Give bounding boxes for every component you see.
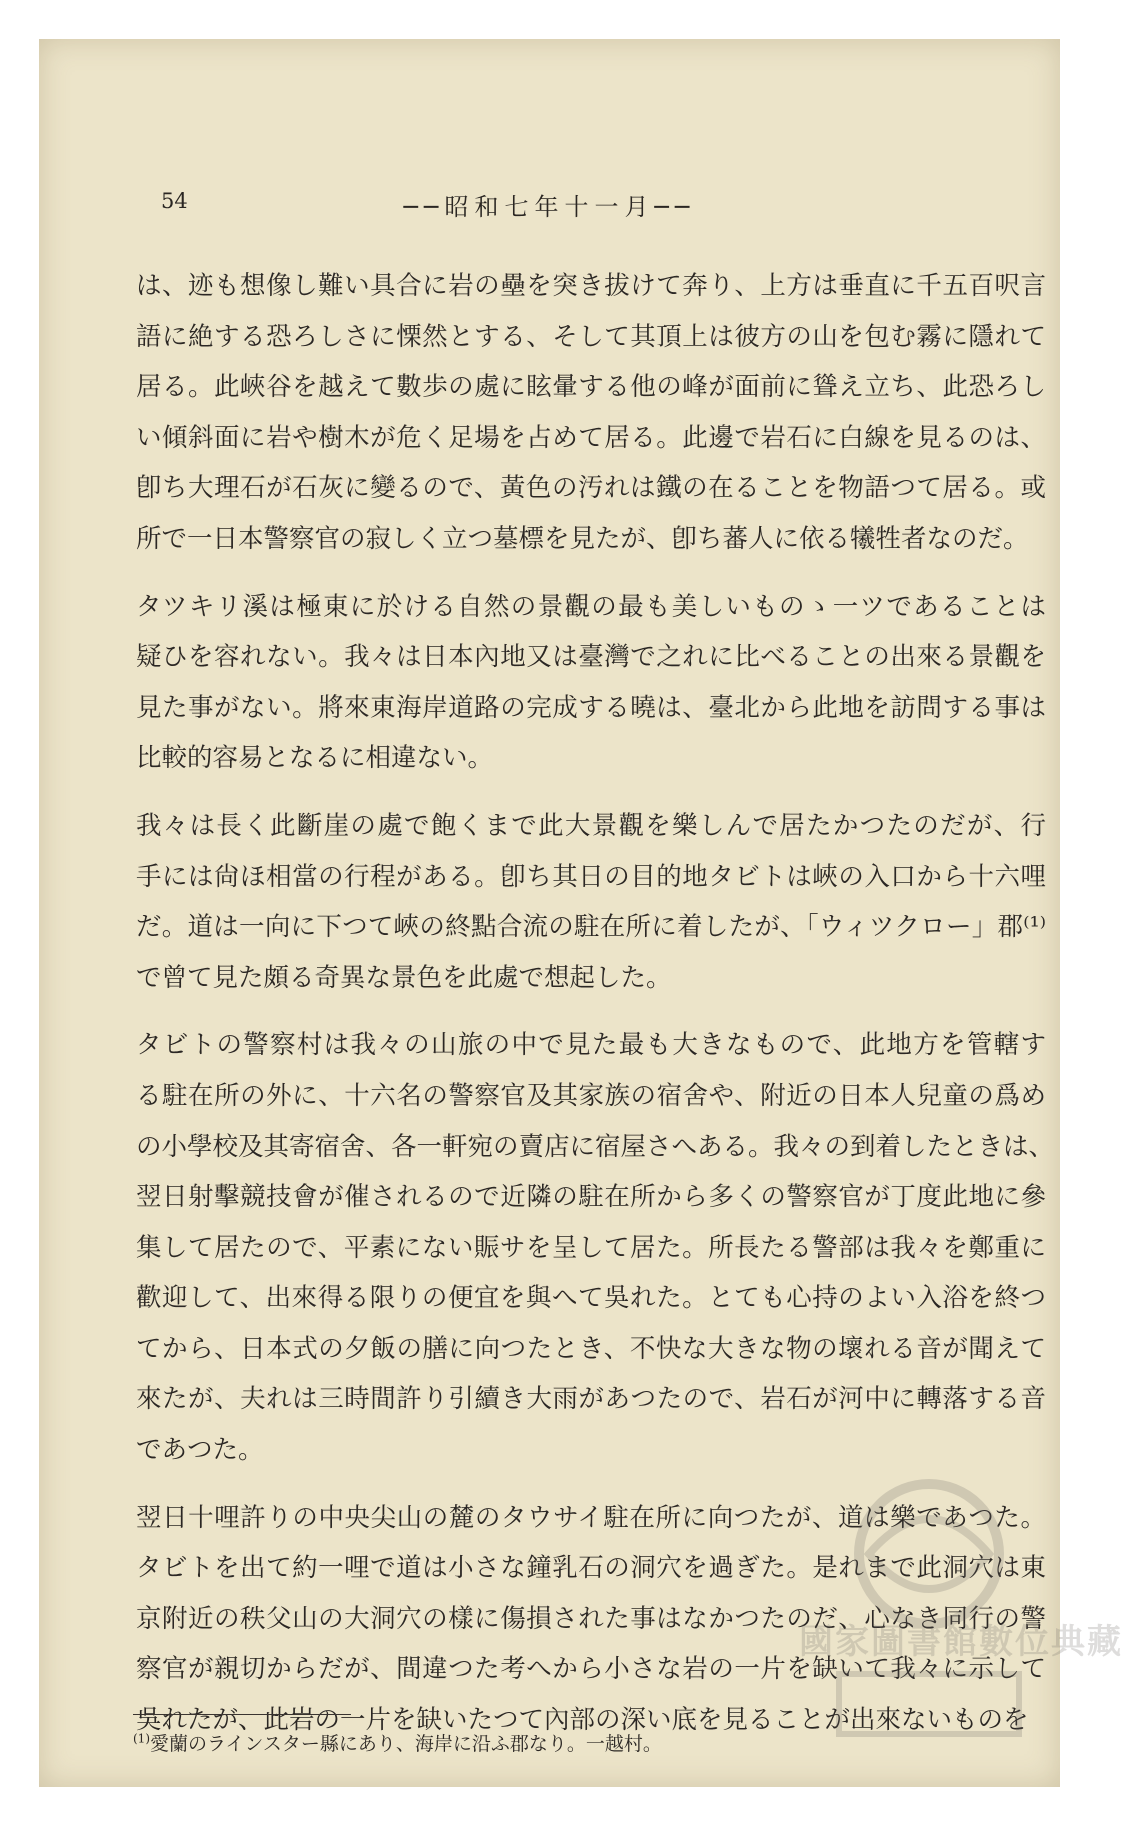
text-line: 翌日射擊競技會が催されるので近隣の駐在所から多くの警察官が丁度此地に參 (136, 1182, 1046, 1213)
text-line: だ。道は一向に下つて峽の終點合流の駐在所に着したが、「ウィツクロー」郡⁽¹⁾ (136, 912, 1046, 943)
text-line: 翌日十哩許りの中央尖山の麓のタウサイ駐在所に向つたが、道は樂であつた。 (136, 1502, 1046, 1533)
text-line: 歡迎して、出來得る限りの便宜を與へて吳れた。とても心持のよい入浴を終つ (136, 1283, 1046, 1314)
text-line: で曾て見た頗る奇異な景色を此處で想起した。 (136, 962, 672, 993)
paragraph (136, 582, 1046, 784)
paragraph (136, 1020, 1055, 1475)
text-line: 卽ち大理石が石灰に變るので、黃色の汚れは鐵の在ることを物語つて居る。或 (136, 473, 1046, 504)
text-line: てから、日本式の夕飯の膳に向つたとき、不快な大きな物の壞れる音が聞えて (136, 1333, 1046, 1364)
page-header (39, 189, 1060, 229)
footnote (133, 1729, 1033, 1756)
text-line: 吳れたが、此岩の一片を缺いたつて內部の深い底を見ることが出來ないものを (136, 1705, 1029, 1736)
text-line: 來たが、夫れは三時間許り引續き大雨があつたので、岩石が河中に轉落する音 (136, 1384, 1046, 1415)
body-text (136, 261, 1055, 1746)
text-line: 我々は長く此斷崖の處で飽くまで此大景觀を樂しんで居たかつたのだが、行 (136, 810, 1046, 841)
text-line: 手には尙ほ相當の行程がある。卽ち其日の目的地タビトは峽の入口から十六哩 (136, 861, 1046, 892)
text-line: であつた。 (136, 1435, 264, 1466)
paragraph-gap (136, 1003, 1046, 1020)
footnote-marker: (1) (133, 1731, 150, 1746)
text-line: の小學校及其寄宿舍、各一軒宛の賣店に宿屋さへある。我々の到着したときは、 (136, 1131, 1055, 1162)
scanned-page (39, 39, 1123, 1787)
watermark-text: 國家圖書館數位典藏 (799, 1622, 1123, 1662)
text-line: タビトの警察村は我々の山旅の中で見た最も大きなもので、此地方を管轄す (136, 1030, 1046, 1061)
text-line: タビトを出て約一哩で道は小さな鐘乳石の洞穴を過ぎた。是れまで此洞穴は東 (136, 1553, 1046, 1584)
footnote-rule (133, 1714, 351, 1715)
text-line: 語に絶する恐ろしさに慄然とする、そして其頂上は彼方の山を包む霧に隱れて (136, 321, 1046, 352)
text-line: る駐在所の外に、十六名の警察官及其家族の宿舍や、附近の日本人兒童の爲め (136, 1080, 1046, 1111)
text-line: 所で一日本警察官の寂しく立つ墓標を見たが、卽ち蕃人に依る犧牲者なのだ。 (136, 523, 1029, 554)
text-line: 比較的容易となるに相違ない。 (136, 743, 494, 774)
paragraph (136, 801, 1046, 1003)
paragraph-gap (136, 784, 1046, 801)
text-line: 集して居たので、平素にない賑サを呈して居た。所長たる警部は我々を鄭重に (136, 1232, 1046, 1263)
text-line: 京附近の秩父山の大洞穴の樣に傷損された事はなかつたのだ、心なき同行の警 (136, 1603, 1046, 1634)
footnote-text: 愛蘭のラインスター縣にあり、海岸に沿ふ郡なり。一越村。 (150, 1733, 662, 1755)
paragraph (136, 261, 1046, 565)
text-line: 察官が親切からだが、間違つた考へから小さな岩の一片を缺いて我々に示して (136, 1654, 1046, 1685)
page-number: 54 (161, 189, 188, 213)
text-line: 居る。此峽谷を越えて數歩の處に眩暈する他の峰が面前に聳え立ち、此恐ろし (136, 372, 1046, 403)
text-line: 疑ひを容れない。我々は日本內地又は臺灣で之れに比べることの出來る景觀を (136, 642, 1046, 673)
text-line: は、迹も想像し難い具合に岩の壘を突き拔けて奔り、上方は垂直に千五百呎言 (136, 271, 1046, 301)
text-line: い傾斜面に岩や樹木が危く足場を占めて居る。此邊で岩石に白線を見るのは、 (136, 422, 1046, 453)
paragraph-gap (136, 565, 1046, 582)
paragraph (136, 1493, 1046, 1746)
text-line: 見た事がない。將來東海岸道路の完成する曉は、臺北から此地を訪問する事は (136, 692, 1046, 723)
running-title: ──昭和七年十一月── (403, 193, 696, 221)
text-line: タツキリ溪は極東に於ける自然の景觀の最も美しいものゝ一ツであることは (136, 591, 1046, 622)
paragraph-gap (136, 1476, 1046, 1493)
